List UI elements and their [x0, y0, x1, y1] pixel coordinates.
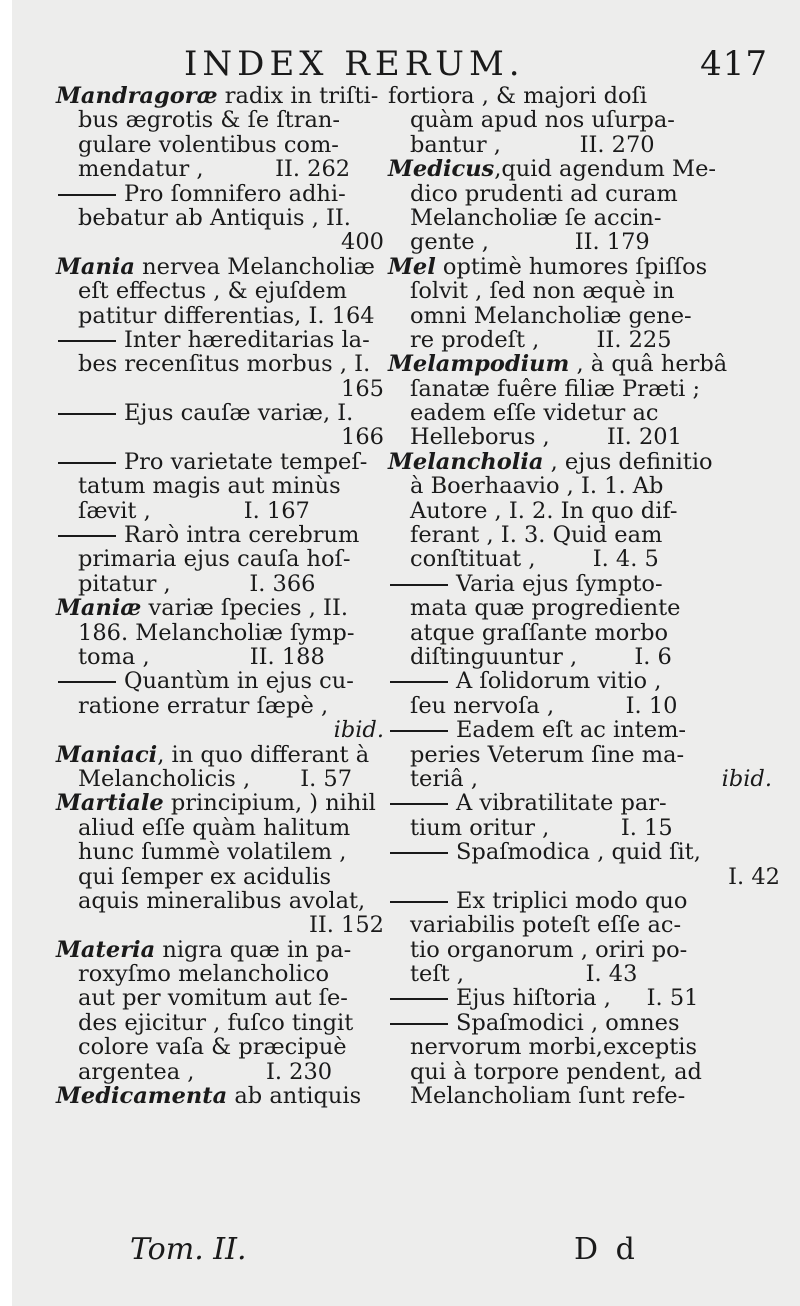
- entry-text: Varia ejus ſympto-: [456, 570, 663, 597]
- entry-line: [388, 450, 788, 474]
- entry-line: [388, 621, 788, 645]
- entry-line: [56, 377, 392, 401]
- entry-line: [388, 328, 788, 352]
- entry-keyword: Martiale: [56, 790, 164, 817]
- entry-text: re prodeſt , II. 225: [410, 326, 672, 353]
- entry-text: Inter hæreditarias la-: [124, 326, 370, 353]
- index-entry: [388, 84, 788, 157]
- entry-keyword: Mania: [56, 253, 135, 280]
- entry-line: [388, 84, 788, 108]
- entry-text: Eadem eſt ac intem-: [456, 717, 687, 744]
- entry-line: [388, 718, 788, 742]
- entry-line: [56, 572, 392, 596]
- entry-text: ſævit , I. 167: [78, 497, 310, 524]
- entry-line: [388, 377, 788, 401]
- entry-line: [56, 1035, 392, 1059]
- entry-line: [56, 645, 392, 669]
- entry-keyword: Medicamenta: [56, 1083, 228, 1110]
- entry-text: mendatur , II. 262: [78, 156, 351, 183]
- volume-signature: Tom. II.: [130, 1232, 247, 1267]
- entry-line: [56, 352, 392, 376]
- entry-line: [388, 816, 788, 840]
- index-entry: [388, 669, 788, 718]
- index-entry: [388, 718, 788, 791]
- entry-text: bus ægrotis & ſe ſtran-: [78, 107, 340, 134]
- ditto-dash: [390, 901, 448, 903]
- entry-line: [388, 596, 788, 620]
- entry-line: [388, 743, 788, 767]
- entry-text: patitur differentias, I. 164: [78, 302, 375, 329]
- entry-line: [56, 304, 392, 328]
- entry-line: [56, 1011, 392, 1035]
- entry-text: atque graſſante morbo: [410, 619, 669, 646]
- entry-text: mata quæ progrediente: [410, 595, 681, 622]
- entry-line: [56, 401, 392, 425]
- entry-text: gente , II. 179: [410, 229, 650, 256]
- entry-line: [388, 865, 788, 889]
- entry-line: [388, 474, 788, 498]
- entry-line: [388, 694, 788, 718]
- entry-line: [56, 816, 392, 840]
- entry-text: diſtinguuntur , I. 6: [410, 643, 672, 670]
- entry-text: I. 42: [728, 863, 780, 890]
- entry-text: toma , II. 188: [78, 643, 325, 670]
- entry-line: [56, 1084, 392, 1108]
- ditto-dash: [390, 681, 448, 683]
- entry-text: Melancholicis , I. 57: [78, 765, 353, 792]
- index-entry: [56, 401, 392, 450]
- ditto-dash: [58, 462, 116, 464]
- entry-text: ferant , I. 3. Quid eam: [410, 522, 663, 549]
- entry-line: [56, 694, 392, 718]
- ditto-dash: [58, 340, 116, 342]
- entry-text: radix in triſti-: [217, 83, 379, 109]
- entry-line: [388, 1011, 788, 1035]
- entry-text: Autore , I. 2. In quo dif-: [410, 497, 678, 524]
- entry-text: argentea , I. 230: [78, 1058, 333, 1085]
- entry-keyword: Materia: [56, 936, 156, 963]
- entry-line: [388, 108, 788, 132]
- entry-text: Helleborus , II. 201: [410, 424, 682, 451]
- entry-line: [56, 1060, 392, 1084]
- ditto-dash: [390, 852, 448, 854]
- entry-line: [388, 547, 788, 571]
- left-column: [56, 84, 392, 1108]
- entry-line: [56, 133, 392, 157]
- entry-text: primaria ejus cauſa hoſ-: [78, 546, 351, 573]
- entry-text: Pro ſomnifero adhi-: [124, 180, 346, 207]
- entry-keyword: Melancholia: [388, 448, 544, 475]
- entry-line: [56, 889, 392, 913]
- entry-line: [56, 425, 392, 449]
- ditto-dash: [58, 413, 116, 415]
- entry-line: [56, 328, 392, 352]
- index-entry: [388, 572, 788, 670]
- entry-line: [388, 1060, 788, 1084]
- entry-line: [388, 352, 788, 376]
- entry-line: [388, 182, 788, 206]
- index-entry: [56, 1084, 392, 1108]
- entry-line: [56, 450, 392, 474]
- entry-text: pitatur , I. 366: [78, 570, 316, 597]
- entry-line: [388, 133, 788, 157]
- entry-text: Ejus hiſtoria , I. 51: [456, 985, 699, 1012]
- entry-line: [56, 206, 392, 230]
- entry-text: Spaſmodica , quid ſit,: [456, 839, 701, 866]
- entry-text: principium, ) nihil: [163, 790, 376, 817]
- entry-text: 165: [341, 375, 384, 402]
- entry-text: , ejus definitio: [543, 448, 713, 475]
- entry-text: Ejus cauſæ variæ, I.: [124, 400, 354, 427]
- entry-text: peries Veterum ſine ma-: [410, 741, 685, 768]
- index-entry: [388, 840, 788, 889]
- entry-line: [56, 474, 392, 498]
- entry-line: [56, 182, 392, 206]
- entry-text: 400: [341, 229, 384, 256]
- index-entry: [388, 352, 788, 450]
- entry-text: , in quo differant à: [157, 741, 370, 768]
- entry-keyword: Mel: [388, 253, 436, 280]
- entry-text: ratione erratur ſæpè ,: [78, 692, 329, 719]
- entry-text: 166: [341, 424, 384, 451]
- entry-text: gulare volentibus com-: [78, 131, 339, 158]
- entry-text: teriâ ,: [410, 765, 479, 792]
- entry-text: teſt , I. 43: [410, 961, 638, 988]
- entry-line: [56, 230, 392, 254]
- entry-line: [56, 743, 392, 767]
- right-column: [388, 84, 788, 1108]
- entry-line: [56, 865, 392, 889]
- index-entry: [56, 182, 392, 255]
- entry-line: [56, 523, 392, 547]
- running-title: INDEX RERUM.: [184, 44, 525, 84]
- entry-line: [388, 279, 788, 303]
- index-entry: [56, 450, 392, 523]
- entry-text: quàm apud nos uſurpa-: [410, 107, 675, 134]
- entry-line: [388, 962, 788, 986]
- ditto-dash: [58, 681, 116, 683]
- entry-line: [56, 84, 392, 108]
- entry-keyword: Medicus: [388, 156, 495, 183]
- entry-text: A vibratilitate par-: [456, 790, 667, 817]
- entry-keyword: Maniæ: [56, 595, 142, 622]
- index-entry: [56, 84, 392, 182]
- entry-keyword: Melampodium: [388, 351, 570, 378]
- entry-keyword: Maniaci: [56, 741, 158, 768]
- index-entry: [56, 255, 392, 328]
- entry-line: [56, 986, 392, 1010]
- entry-line: [388, 669, 788, 693]
- entry-text: qui à torpore pendent, ad: [410, 1058, 702, 1085]
- entry-line: [56, 791, 392, 815]
- entry-line: [388, 986, 788, 1010]
- entry-text: ,quid agendum Me-: [494, 156, 716, 183]
- index-entry: [56, 328, 392, 401]
- index-entry: [56, 791, 392, 937]
- entry-text: ibid.: [333, 717, 384, 744]
- entry-text: fortiora , & majori doſi: [388, 83, 648, 109]
- entry-line: [388, 157, 788, 181]
- entry-text: eadem eſſe videtur ac: [410, 400, 659, 427]
- index-entry: [388, 255, 788, 353]
- entry-text: nigra quæ in pa-: [155, 936, 352, 963]
- index-entry: [56, 596, 392, 669]
- entry-line: [56, 621, 392, 645]
- entry-line: [388, 1035, 788, 1059]
- index-entry: [56, 523, 392, 596]
- index-entry: [56, 743, 392, 792]
- entry-text: qui ſemper ex acidulis: [78, 863, 332, 890]
- ditto-dash: [390, 730, 448, 732]
- entry-line: [388, 840, 788, 864]
- entry-line: [388, 645, 788, 669]
- entry-text: bebatur ab Antiquis , II.: [78, 204, 351, 231]
- entry-line: [56, 157, 392, 181]
- entry-text: roxyſmo melancholico: [78, 961, 329, 988]
- entry-line: [56, 499, 392, 523]
- entry-text: à Boerhaavio , I. 1. Ab: [410, 473, 664, 500]
- entry-line: [388, 499, 788, 523]
- entry-text: bantur , II. 270: [410, 131, 655, 158]
- entry-keyword: Mandragoræ: [56, 83, 218, 109]
- entry-text: colore vaſa & præcipuè: [78, 1034, 347, 1061]
- entry-text: tatum magis aut minùs: [78, 473, 341, 500]
- entry-text: optimè humores ſpiſſos: [435, 253, 708, 280]
- index-entry: [388, 791, 788, 840]
- entry-text: variabilis poteſt eſſe ac-: [410, 912, 682, 939]
- entry-text: conſtituat , I. 4. 5: [410, 546, 659, 573]
- entry-text: nervea Melancholiæ: [134, 253, 375, 280]
- entry-text: aliud eſſe quàm halitum: [78, 814, 351, 841]
- ditto-dash: [390, 998, 448, 1000]
- entry-text: Ex triplici modo quo: [456, 887, 688, 914]
- entry-text: Quantùm in ejus cu-: [124, 668, 354, 695]
- entry-line: [56, 669, 392, 693]
- entry-line: [56, 108, 392, 132]
- signature-mark: D d: [574, 1232, 639, 1267]
- entry-line: [388, 255, 788, 279]
- entry-text: Pro varietate tempeſ-: [124, 448, 368, 475]
- entry-tail: ibid.: [721, 765, 772, 792]
- index-entry: [388, 889, 788, 987]
- entry-line: [388, 206, 788, 230]
- entry-line: [56, 962, 392, 986]
- entry-text: bes recenſitus morbus , I.: [78, 351, 371, 378]
- entry-line: [56, 596, 392, 620]
- entry-text: Melancholiam ſunt refe-: [410, 1083, 686, 1110]
- entry-text: aquis mineralibus avolat,: [78, 887, 366, 914]
- entry-line: [56, 255, 392, 279]
- entry-text: 186. Melancholiæ ſymp-: [78, 619, 355, 646]
- entry-line: [388, 913, 788, 937]
- entry-text: , à quâ herbâ: [569, 351, 728, 378]
- entry-line: [388, 425, 788, 449]
- entry-line: [388, 1084, 788, 1108]
- index-entry: [388, 450, 788, 572]
- index-entry: [56, 669, 392, 742]
- ditto-dash: [390, 803, 448, 805]
- entry-text: dico prudenti ad curam: [410, 180, 678, 207]
- entry-line: [56, 547, 392, 571]
- entry-line: [388, 230, 788, 254]
- index-entry: [388, 986, 788, 1010]
- entry-text: hunc ſummè volatilem ,: [78, 839, 347, 866]
- entry-line: [56, 718, 392, 742]
- ditto-dash: [58, 535, 116, 537]
- entry-text: Rarò intra cerebrum: [124, 522, 360, 549]
- entry-line: [388, 523, 788, 547]
- page-number: 417: [700, 44, 768, 84]
- entry-line: [56, 767, 392, 791]
- index-entry: [56, 938, 392, 1084]
- ditto-dash: [58, 194, 116, 196]
- entry-line: [56, 840, 392, 864]
- ditto-dash: [390, 1023, 448, 1025]
- index-entry: [388, 1011, 788, 1109]
- entry-line: [388, 401, 788, 425]
- entry-line: [388, 572, 788, 596]
- entry-text: aut per vomitum aut ſe-: [78, 985, 348, 1012]
- entry-text: nervorum morbi,exceptis: [410, 1034, 698, 1061]
- entry-text: ab antiquis: [227, 1083, 362, 1110]
- entry-text: tium oritur , I. 15: [410, 814, 673, 841]
- entry-line: [56, 913, 392, 937]
- entry-text: omni Melancholiæ gene-: [410, 302, 692, 329]
- entry-text: Spaſmodici , omnes: [456, 1009, 680, 1036]
- entry-text: ſolvit , ſed non æquè in: [410, 278, 675, 305]
- index-entry: [388, 157, 788, 255]
- ditto-dash: [390, 584, 448, 586]
- entry-line: [388, 304, 788, 328]
- entry-line: [388, 791, 788, 815]
- entry-text: tio organorum , oriri po-: [410, 936, 688, 963]
- entry-line: [388, 889, 788, 913]
- entry-text: ſanatæ fuêre filiæ Præti ;: [410, 375, 701, 402]
- entry-text: variæ ſpecies , II.: [141, 595, 348, 622]
- entry-text: A ſolidorum vitio ,: [456, 668, 662, 695]
- entry-line: [388, 767, 788, 791]
- entry-text: eſt effectus , & ejuſdem: [78, 278, 347, 305]
- entry-text: Melancholiæ ſe accin-: [410, 204, 662, 231]
- page-footer: [12, 1232, 800, 1276]
- entry-line: [56, 279, 392, 303]
- entry-text: II. 152: [308, 912, 384, 939]
- entry-line: [388, 938, 788, 962]
- entry-text: des ejicitur , fuſco tingit: [78, 1009, 354, 1036]
- entry-line: [56, 938, 392, 962]
- entry-text: ſeu nervoſa , I. 10: [410, 692, 678, 719]
- book-page: [12, 0, 800, 1306]
